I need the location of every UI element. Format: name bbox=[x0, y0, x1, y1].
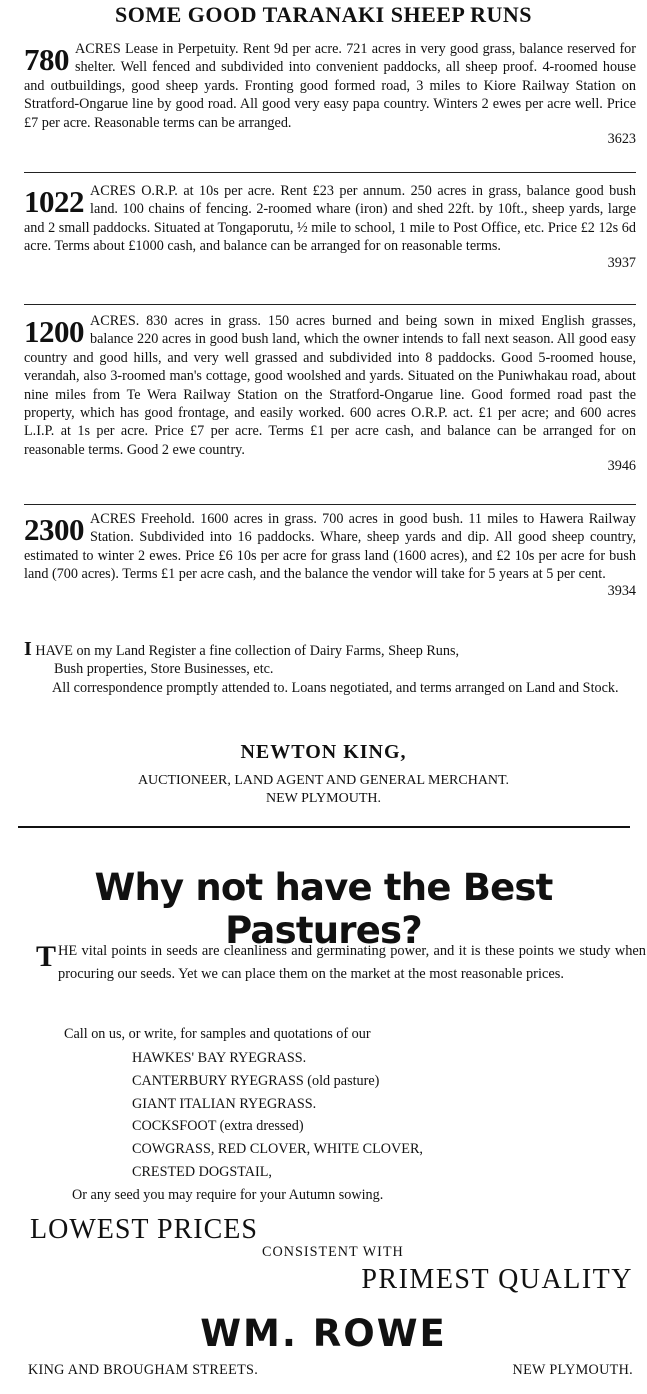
agent-town: NEW PLYMOUTH. bbox=[265, 791, 381, 806]
listing-divider bbox=[24, 304, 636, 305]
listing-1200 bbox=[24, 312, 636, 476]
listing-ref: 3934 bbox=[607, 582, 636, 599]
merchant-street: KING AND BROUGHAM STREETS. bbox=[28, 1362, 259, 1378]
merchant-town: NEW PLYMOUTH. bbox=[512, 1362, 633, 1378]
listing-text: ACRES O.R.P. at 10s per acre. Rent £23 per annum. 250 acres in grass, balance good bush land. 100 chains of fencing. 2-roomed whare (iron) and shed 22ft. by 10ft., sheep yards, large and 2 small paddocks. Situated at Tongaporutu, ½ mile to school, 1 mile to Post Office, etc. Price £2 12s 6d acre. Terms about £1000 cash, and balance can be arranged for on reasonable terms. bbox=[24, 183, 636, 255]
listing-2300 bbox=[24, 510, 636, 600]
advert-divider bbox=[18, 826, 630, 828]
listing-acreage: 1200 bbox=[24, 314, 84, 349]
agent-details bbox=[0, 772, 647, 808]
seed-list bbox=[132, 1047, 423, 1184]
seed-item: COCKSFOOT (extra dressed) bbox=[132, 1118, 304, 1135]
listing-ref: 3946 bbox=[607, 458, 636, 475]
any-seed-line: Or any seed you may require for your Autumn sowing. bbox=[72, 1187, 384, 1203]
agent-name: NEWTON KING, bbox=[240, 741, 407, 763]
seed-item: CANTERBURY RYEGRASS (old pasture) bbox=[132, 1072, 380, 1089]
register-line-2: Bush properties, Store Businesses, etc. bbox=[54, 661, 274, 678]
listing-acreage: 2300 bbox=[24, 512, 84, 547]
intro-dropcap: T bbox=[36, 940, 57, 973]
merchant-name: WM. ROWE bbox=[200, 1312, 447, 1355]
seed-ad-intro bbox=[36, 940, 646, 987]
listing-1022 bbox=[24, 182, 636, 272]
primest-quality: PRIMEST QUALITY bbox=[361, 1264, 633, 1295]
register-line-3: All correspondence promptly attended to. Loans negotiated, and terms arranged on Land and Stock. bbox=[52, 679, 619, 696]
listing-text: ACRES. 830 acres in grass. 150 acres burned and being sown in mixed English grasses, balance 220 acres in good bush land, which the owner intends to fall next season. All good easy country and good hills, and very well grassed and subdivided into 8 paddocks. Good 5-roomed house, verandah, also 3-roomed man's cottage, good woolshed and yards. Situated on the Puniwhakau road, about nine miles from Te Wera Railway Station on the Stratford-Ongarue line. Good formed road past the property, which has good frontage, and easily worked. 600 acres O.R.P. act. £1 per acre; and 600 acres L.I.P. at 1s per acre. Price £7 per acre. Terms £1 per acre cash, and balance can be arranged for on reasonable terms. Good 2 ewe country. bbox=[24, 313, 636, 458]
seed-item: GIANT ITALIAN RYEGRASS. bbox=[132, 1095, 317, 1112]
listing-text: ACRES Freehold. 1600 acres in grass. 700 acres in good bush. 11 miles to Hawera Railway Station. Subdivided into 16 paddocks. Whare, sheep yards and dip. All good sheep country, estimated to winter 2 ewes. Price £6 10s per acre for grass land (1600 acres), and £2 10s per acre for bush land (700 acres). Terms £1 per acre cash, and the balance the vendor will take for 5 years at 5 per cent. bbox=[24, 511, 636, 583]
listing-divider bbox=[24, 172, 636, 173]
listing-ref: 3937 bbox=[607, 254, 636, 271]
agent-role: AUCTIONEER, LAND AGENT AND GENERAL MERCHANT. bbox=[137, 773, 510, 788]
consistent-with: CONSISTENT WITH bbox=[262, 1244, 404, 1260]
intro-text: HE vital points in seeds are cleanliness and germinating power, and it is these points we study when procuring our seeds. Yet we can place them on the market at the most reasonable prices. bbox=[58, 943, 646, 983]
seed-item: HAWKES' BAY RYEGRASS. bbox=[132, 1050, 307, 1066]
listing-acreage: 1022 bbox=[24, 184, 84, 219]
lowest-prices: LOWEST PRICES bbox=[30, 1214, 258, 1245]
seed-item: CRESTED DOGSTAIL, bbox=[132, 1163, 272, 1180]
register-line-1: HAVE on my Land Register a fine collection of Dairy Farms, Sheep Runs, bbox=[31, 643, 460, 659]
seed-item: COWGRASS, RED CLOVER, WHITE CLOVER, bbox=[132, 1141, 423, 1158]
listing-780 bbox=[24, 40, 636, 148]
listing-divider bbox=[24, 504, 636, 505]
call-on-us-line: Call on us, or write, for samples and quotations of our bbox=[64, 1026, 371, 1042]
register-initial: I bbox=[24, 638, 32, 660]
seed-ad-headline: Why not have the Best Pastures? bbox=[94, 866, 553, 952]
land-register-notice bbox=[24, 640, 636, 697]
listing-acreage: 780 bbox=[24, 42, 69, 77]
listing-text: ACRES Lease in Perpetuity. Rent 9d per acre. 721 acres in very good grass, balance reserved for shelter. Well fenced and subdivided into convenient paddocks, all sheep proof. 4-roomed house and outbuildings, good sheep yards. Fronting good formed road, 3 miles to Kiore Railway Station on Stratford-Ongarue line by good road. All good very easy papa country. Winters 2 ewes per acre well. Price £7 per acre. Reasonable terms can be arranged. bbox=[24, 41, 636, 131]
listing-ref: 3623 bbox=[607, 131, 636, 148]
ad-title: SOME GOOD TARANAKI SHEEP RUNS bbox=[114, 2, 533, 27]
